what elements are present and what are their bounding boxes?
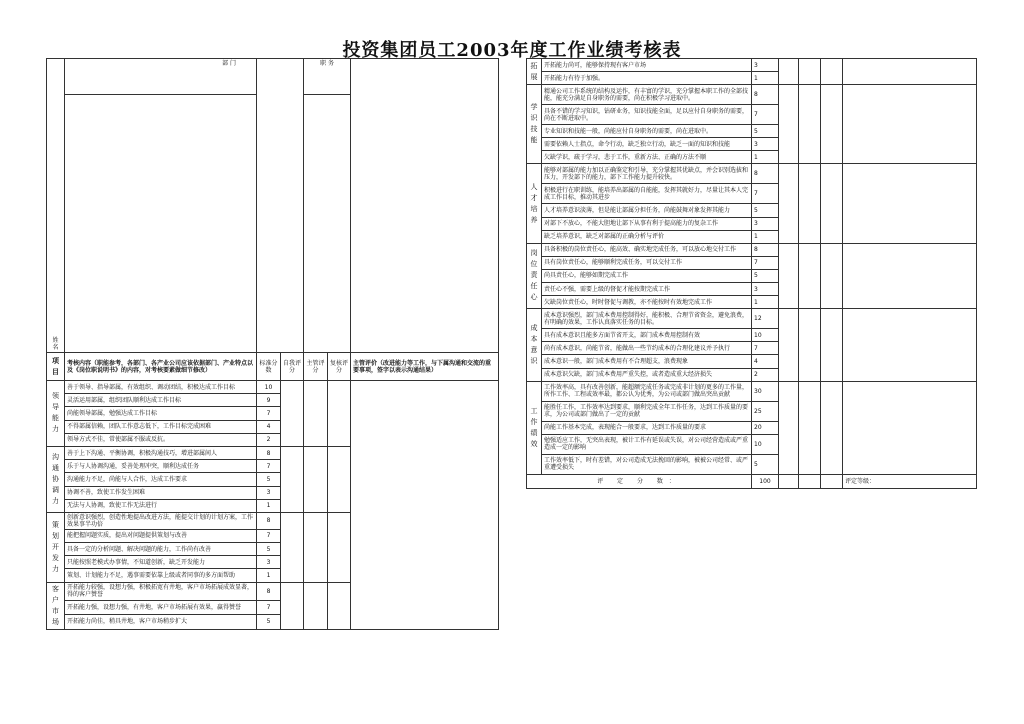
criterion-text: 具有成本意识且能多方面节省开支，部门成本费用控制有效 (542, 329, 752, 342)
supervisor-score-field[interactable] (304, 381, 328, 447)
supervisor-score-field[interactable] (799, 309, 821, 381)
criterion-text: 协调不善，致使工作发生困难 (65, 486, 257, 499)
standard-score: 4 (752, 355, 779, 368)
standard-score: 4 (257, 420, 281, 433)
standard-score: 1 (752, 230, 779, 243)
self-score-field[interactable] (779, 381, 799, 474)
standard-score: 7 (257, 460, 281, 473)
criterion-text: 专业知识和技能一般，尚能应付自身职务的需要，尚在进取中。 (542, 125, 752, 138)
criterion-text: 具有岗位责任心，能够顺利完成任务，可以交付工作 (542, 256, 752, 269)
supervisor-comment-field[interactable] (843, 59, 977, 85)
review-score-field[interactable] (821, 309, 843, 381)
standard-score: 8 (257, 512, 281, 529)
standard-score: 5 (752, 125, 779, 138)
standard-score: 1 (257, 499, 281, 512)
review-score-field[interactable] (821, 164, 843, 243)
standard-score: 3 (752, 59, 779, 72)
self-score-field[interactable] (281, 446, 304, 512)
standard-score: 1 (257, 569, 281, 582)
self-score-field[interactable] (281, 582, 304, 629)
criterion-text: 对部下不放心，不能大胆地让部下从事有利于提高能力的复杂工作 (542, 217, 752, 230)
criterion-text: 工作效率高，具有改善创新，能超额完成任务或完成非计划的更多的工作量，所作工作、工程或效率最，都公认为优秀，为公司或部门做出突出贡献 (542, 381, 752, 401)
category-label: 拓 展 (527, 59, 542, 85)
criterion-text: 尚能工作基本完成，表现能合一般要求，达到工作质量的要求 (542, 421, 752, 434)
standard-score: 8 (257, 446, 281, 459)
criterion-text: 成本意识一般，部门成本费用有不合理超支，浪费现象 (542, 355, 752, 368)
supervisor-score-field[interactable] (304, 582, 328, 629)
standard-score: 8 (752, 85, 779, 105)
criterion-text: 领导方式不佳，常使部属不服或反抗。 (65, 433, 257, 446)
criterion-text: 尚能领导部属，勉强达成工作目标 (65, 407, 257, 420)
department-field[interactable] (257, 59, 304, 353)
criterion-text: 尚有成本意识，尚能节省，能做出一些节约成本的合理化建议并予执行 (542, 342, 752, 355)
standard-score: 7 (752, 342, 779, 355)
standard-score: 8 (257, 582, 281, 600)
supervisor-comment-field[interactable] (843, 164, 977, 243)
criterion-text: 开拓能力尚可，能够保持现有客户市场 (542, 59, 752, 72)
criterion-text: 策划、计划能力不足，遇事需要依靠上级或者同事的多方面帮助 (65, 569, 257, 582)
position-value-field[interactable] (304, 95, 351, 353)
standard-score: 2 (752, 368, 779, 381)
project-header: 项 目 (47, 353, 65, 381)
standard-score-header: 标准分数 (257, 353, 281, 381)
left-assessment-table (46, 58, 499, 630)
supervisor-score-field[interactable] (304, 446, 328, 512)
self-score-field[interactable] (779, 59, 799, 85)
standard-score: 10 (752, 329, 779, 342)
self-score-field[interactable] (779, 85, 799, 164)
standard-score: 3 (752, 217, 779, 230)
criterion-text: 具备一定的分析问题、解决问题的能力，工作尚有改善 (65, 543, 257, 556)
criterion-text: 不得部属信赖，团队工作意志低下，工作目标完成困难 (65, 420, 257, 433)
standard-score: 2 (257, 433, 281, 446)
supervisor-score-header: 主管评分 (304, 353, 328, 381)
table-row (527, 85, 977, 105)
criterion-text: 人才培养意识淡薄，但是能让部属分担任务，尚能鼓舞对象发挥其能力 (542, 204, 752, 217)
standard-score: 3 (257, 486, 281, 499)
criterion-text: 乐于与人协调沟通，妥善处理冲突，顺利达成任务 (65, 460, 257, 473)
supervisor-score-field[interactable] (799, 243, 821, 308)
standard-score: 3 (752, 138, 779, 151)
criterion-text: 责任心不强，需要上级的督促才能按期完成工作 (542, 283, 752, 296)
review-score-field[interactable] (821, 85, 843, 164)
standard-score: 3 (257, 556, 281, 569)
review-score-field[interactable] (328, 582, 351, 629)
criterion-text: 开拓能力尚佳，稍具井地，客户市场稍步扩大 (65, 615, 257, 629)
table-row (527, 59, 977, 72)
standard-score: 7 (257, 529, 281, 542)
criterion-text: 精通公司工作系统的结构及运作，有丰富的学识，充分掌握本职工作的全部技能，能充分满足自身职务的需要，尚在积极学习进取中。 (542, 85, 752, 105)
criterion-text: 尚具责任心，能够如期完成工作 (542, 269, 752, 282)
criterion-text: 无法与人协调，致使工作无法进行 (65, 499, 257, 512)
criterion-text: 创新意识强烈，创造性地提出改进方法，能提交计划的计划方案，工作效果事半功倍 (65, 512, 257, 529)
total-supervisor-score-field[interactable] (799, 474, 821, 488)
criterion-text: 工作效率低下，时有差错，对公司造成无法挽回的影响，被被公司经常、或严重遭受损失 (542, 454, 752, 474)
standard-score: 30 (752, 381, 779, 401)
rating-grade-label: 评定等级： (843, 474, 977, 488)
criterion-text: 开拓能力强，设想力强，有井地，客户市场拓展有效果，赢得赞誉 (65, 601, 257, 615)
table-row (527, 381, 977, 401)
table-row (527, 309, 977, 329)
standard-score: 10 (257, 381, 281, 394)
criterion-text: 成本意识欠缺，部门成本费用严重失控，或者造成重大经济损失 (542, 368, 752, 381)
supervisor-comment-field[interactable] (843, 243, 977, 308)
table-row (527, 164, 977, 184)
standard-score: 5 (752, 204, 779, 217)
table-row (47, 381, 499, 394)
standard-score: 25 (752, 401, 779, 421)
criterion-text: 勉强适应工作，无突出表现，被计工作有延误或失误，对公司经营造成或严重造成一定的影响 (542, 434, 752, 454)
standard-score: 5 (257, 615, 281, 629)
standard-score: 1 (752, 72, 779, 85)
category-label: 领 导 能 力 (47, 381, 65, 447)
total-standard-score: 100 (752, 474, 779, 488)
criterion-text: 开拓能力有待于加强。 (542, 72, 752, 85)
self-score-field[interactable] (779, 309, 799, 381)
category-label: 客 户 市 场 (47, 582, 65, 629)
supervisor-comment-header: 主管评价（改进能力等工作，与下属沟通和交流的重要事项，签字以表示沟通结果） (351, 353, 499, 381)
category-label: 岗 位 责 任 心 (527, 243, 542, 308)
criterion-text: 需要依赖人士指点，命令行动，缺乏独立行动，缺乏一面的知识和技能 (542, 138, 752, 151)
self-score-field[interactable] (779, 164, 799, 243)
criterion-text: 缺乏培养意识，缺乏对部属的正确分析与评价 (542, 230, 752, 243)
criterion-text: 能够对部属的能力加以正确鉴定和引导，充分掌握其优缺点，并会识别选拔和压力，开发部下的能力，部下工作能力提升较快。 (542, 164, 752, 184)
supervisor-score-field[interactable] (799, 164, 821, 243)
standard-score: 5 (257, 473, 281, 486)
category-label: 沟 通 协 调 力 (47, 446, 65, 512)
standard-score: 20 (752, 421, 779, 434)
standard-score: 1 (752, 151, 779, 164)
supervisor-score-field[interactable] (799, 85, 821, 164)
total-self-score-field[interactable] (779, 474, 799, 488)
total-score-label: 评 定 分 数： (527, 474, 752, 488)
standard-score: 7 (752, 105, 779, 125)
self-score-field[interactable] (281, 512, 304, 582)
content-header: 考核内容（职能参考，各部门、各产业公司应该依据部门、产业特点以及《岗位职说明书》的内容，对考核要素做细节修改） (65, 353, 257, 381)
supervisor-comment-field[interactable] (843, 309, 977, 381)
supervisor-score-field[interactable] (799, 59, 821, 85)
criterion-text: 欠缺岗位责任心，时时督促与调教，亦不能按时有效地完成工作 (542, 296, 752, 309)
review-score-field[interactable] (821, 381, 843, 474)
standard-score: 9 (257, 394, 281, 407)
standard-score: 12 (752, 309, 779, 329)
category-label: 学 识 技 能 (527, 85, 542, 164)
review-score-header: 复核评分 (328, 353, 351, 381)
department-value-field[interactable] (65, 95, 257, 353)
category-label: 策 划 开 发 力 (47, 512, 65, 582)
criterion-text: 欠缺学识，疏于学习，悲于工作，重新方法、正确的方法不顺 (542, 151, 752, 164)
standard-score: 10 (752, 434, 779, 454)
supervisor-score-field[interactable] (304, 512, 328, 582)
standard-score: 5 (257, 543, 281, 556)
self-score-field[interactable] (281, 381, 304, 447)
standard-score: 8 (752, 243, 779, 256)
name-label: 姓 名 (47, 59, 65, 353)
criterion-text: 善于上下沟通、平衡协调，积极沟通技巧，增进部属间人 (65, 446, 257, 459)
criterion-text: 沟通能力不足，尚能与人合作，达成工作要求 (65, 473, 257, 486)
review-score-field[interactable] (328, 381, 351, 447)
standard-score: 7 (752, 256, 779, 269)
criterion-text: 能把握问题实质，提出对问题提供策划与改善 (65, 529, 257, 542)
right-assessment-table (526, 58, 977, 489)
criterion-text: 具备不错的学习知识，钻研业务，知识技能全面，足以应付自身职务的需要，尚在不断进取中。 (542, 105, 752, 125)
review-score-field[interactable] (821, 59, 843, 85)
criterion-text: 善于领导、指导部属，有效组织、调动团结，积极达成工作目标 (65, 381, 257, 394)
position-label: 职 务 (304, 59, 351, 95)
review-score-field[interactable] (821, 243, 843, 308)
supervisor-comment-field[interactable] (843, 381, 977, 474)
criterion-text: 灵活运用部属，组织团队顺利达成工作目标 (65, 394, 257, 407)
review-score-field[interactable] (328, 512, 351, 582)
standard-score: 3 (752, 283, 779, 296)
total-review-score-field[interactable] (821, 474, 843, 488)
standard-score: 7 (752, 184, 779, 204)
standard-score: 8 (752, 164, 779, 184)
criterion-text: 能胜任工作，工作效率达到要求，顺利完成全年工作任务，达到工作质量的要求，为公司或部门做出了一定的贡献 (542, 401, 752, 421)
review-score-field[interactable] (328, 446, 351, 512)
table-row (527, 243, 977, 256)
self-score-field[interactable] (779, 243, 799, 308)
criterion-text: 只能按照老模式办事情，不知道创新，缺乏开发能力 (65, 556, 257, 569)
criterion-text: 具备积极的岗位责任心，能高效、确实地完成任务，可以放心地交付工作 (542, 243, 752, 256)
page-title: 投资集团员工2003年度工作业绩考核表 (342, 40, 682, 61)
category-label: 成 本 意 识 (527, 309, 542, 381)
supervisor-score-field[interactable] (799, 381, 821, 474)
standard-score: 5 (752, 269, 779, 282)
department-label: 部 门 (65, 59, 257, 95)
standard-score: 1 (752, 296, 779, 309)
supervisor-comment-field[interactable] (843, 85, 977, 164)
standard-score: 7 (257, 601, 281, 615)
category-label: 工 作 绩 效 (527, 381, 542, 474)
category-label: 人 才 培 养 (527, 164, 542, 243)
supervisor-comment-field[interactable] (351, 381, 499, 630)
standard-score: 5 (752, 454, 779, 474)
criterion-text: 成本意识强烈，部门成本费用控制得好，能积极、合理节省资金，避免浪费，有明确的效果，工作认真落实任务的目标。 (542, 309, 752, 329)
self-score-header: 自我评分 (281, 353, 304, 381)
standard-score: 7 (257, 407, 281, 420)
position-field[interactable] (351, 59, 499, 353)
criterion-text: 积极进行在职训练，能培养出部属的自能能，发挥其就好力，尽量让其本人完成工作目标，推动其进步 (542, 184, 752, 204)
criterion-text: 开拓能力较强，设想力强，积极拓宽有井地，客户市场拓展成效显著，得的客户赞誉 (65, 582, 257, 600)
